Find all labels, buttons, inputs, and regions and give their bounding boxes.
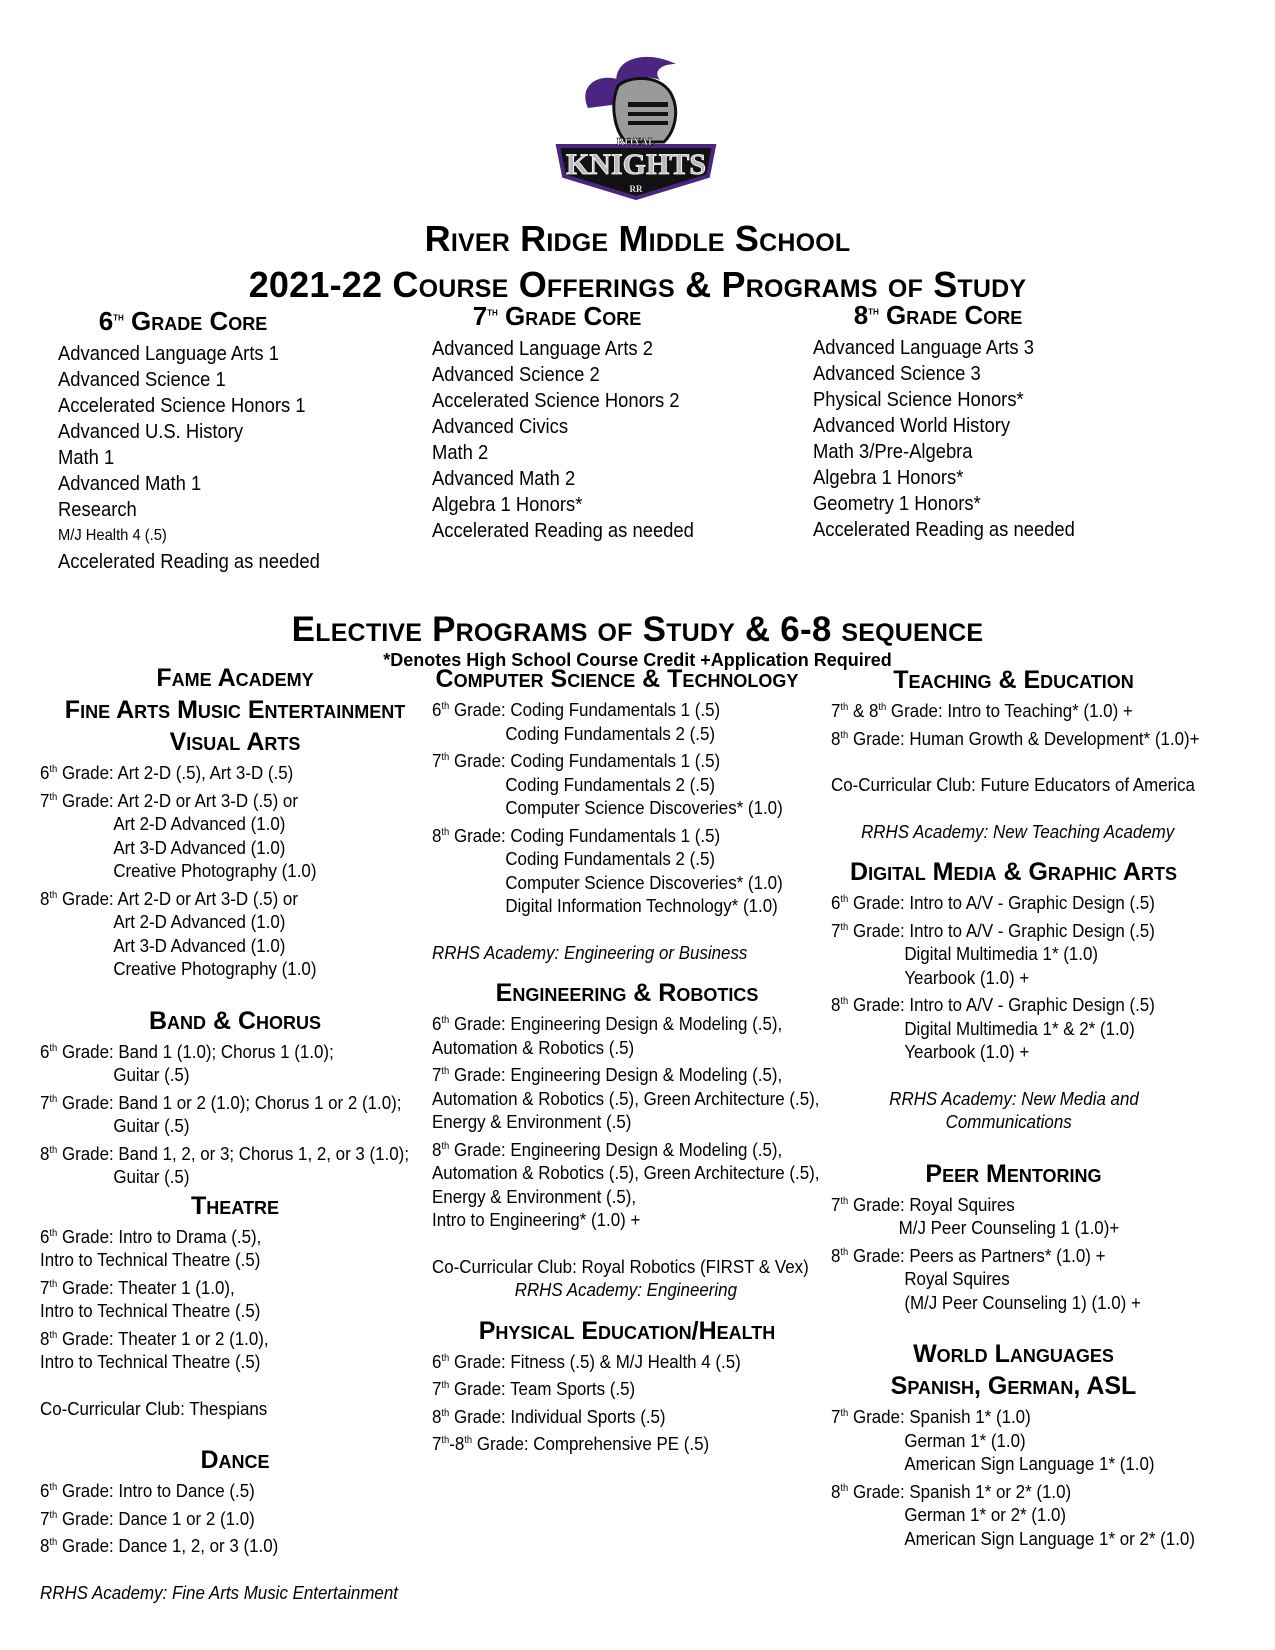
list-item: Digital Multimedia 1* & 2* (1.0) [904,1018,1135,1039]
core-course: Advanced Science 3 [813,363,981,385]
list-item: 8th Grade: Spanish 1* or 2* (1.0) [831,1481,1072,1502]
digital-media-heading: Digital Media & Graphic Arts [850,858,1177,886]
core-course: Advanced Math 1 [58,473,202,495]
list-item: 8th Grade: Engineering Design & Modeling (.5), [432,1139,783,1160]
core-course: Advanced World History [813,415,1011,437]
core-course: Math 3/Pre-Algebra [813,441,973,463]
academy-line: RRHS Academy: New Teaching Academy [861,821,1175,842]
academy-line: Communications [945,1112,1072,1132]
list-item: Coding Fundamentals 2 (.5) [505,723,716,744]
list-item: 8th Grade: Individual Sports (.5) [432,1406,666,1427]
list-item: American Sign Language 1* (1.0) [904,1454,1155,1474]
fame-subheading: Fine Arts Music Entertainment [64,696,406,724]
list-item: German 1* (1.0) [904,1430,1026,1451]
languages-subheading: Spanish, German, ASL [890,1372,1137,1400]
theatre-heading: Theatre [191,1191,279,1220]
academy-line: RRHS Academy: Fine Arts Music Entertainment [40,1582,398,1603]
list-item: German 1* or 2* (1.0) [904,1505,1067,1525]
middle-column [432,663,832,1457]
core-course: Advanced U.S. History [58,421,244,443]
list-item: Digital Information Technology* (1.0) [505,896,778,916]
core-course: Advanced Language Arts 2 [432,338,653,360]
list-item: Computer Science Discoveries* (1.0) [505,872,783,893]
list-item: Creative Photography (1.0) [113,861,317,881]
core-heading-7: 7th Grade Core [472,301,642,331]
world-languages-heading: World Languages [913,1340,1114,1368]
core-course: Advanced Language Arts 1 [58,343,279,365]
list-item: Intro to Technical Theatre (.5) [40,1301,261,1321]
visual-arts-heading: Visual Arts [169,728,301,756]
list-item: Art 2-D Advanced (1.0) [113,814,286,834]
list-item: 8th Grade: Theater 1 or 2 (1.0), [40,1328,269,1349]
list-item: 7th Grade: Art 2-D or Art 3-D (.5) or [40,790,298,811]
core-course: Accelerated Reading as needed [58,551,320,573]
list-item: 8th Grade: Human Growth & Development* (1.0)+ [831,728,1200,749]
core-course: Physical Science Honors* [813,389,1024,411]
list-item: 8th Grade: Dance 1, 2, or 3 (1.0) [40,1536,279,1556]
list-item: Art 3-D Advanced (1.0) [113,837,286,858]
core-course: Math 2 [432,442,489,464]
academy-line: RRHS Academy: Engineering [514,1280,737,1300]
list-item: Energy & Environment (.5) [432,1112,632,1132]
list-item: Computer Science Discoveries* (1.0) [505,798,783,818]
royal-knights-logo [548,50,724,200]
list-item: Creative Photography (1.0) [113,959,317,979]
core-course: Accelerated Reading as needed [432,520,694,542]
list-item: 7th Grade: Team Sports (.5) [432,1379,636,1399]
list-item: 6th Grade: Coding Fundamentals 1 (.5) [432,700,721,720]
club-line: Co-Curricular Club: Future Educators of America [831,775,1195,795]
list-item: 8th Grade: Art 2-D or Art 3-D (.5) or [40,888,298,909]
list-item: M/J Peer Counseling 1 (1.0)+ [898,1218,1120,1238]
core-column-8 [813,300,1143,543]
list-item: 8th Grade: Intro to A/V - Graphic Design (.5) [831,995,1155,1015]
list-item: 6th Grade: Engineering Design & Modeling (.5), [432,1014,783,1034]
core-course: Advanced Civics [432,416,569,438]
cs-heading: Computer Science & Technology [435,665,799,693]
list-item: Yearbook (1.0) + [904,967,1030,988]
credit-note: *Denotes High School Course Credit +Application Required [383,650,892,670]
core-course: Advanced Science 1 [58,369,226,391]
fame-heading: Fame Academy [156,664,314,692]
list-item: 7th Grade: Intro to A/V - Graphic Design (.5) [831,920,1155,941]
core-course: Algebra 1 Honors* [813,467,964,489]
core-heading-6: 6th Grade Core [98,306,268,336]
right-column [831,664,1211,1551]
list-item: 7th Grade: Coding Fundamentals 1 (.5) [432,751,721,771]
list-item: Coding Fundamentals 2 (.5) [505,774,716,795]
list-item: Coding Fundamentals 2 (.5) [505,849,716,869]
core-course: Advanced Math 2 [432,468,576,490]
list-item: Intro to Technical Theatre (.5) [40,1352,261,1372]
list-item: Art 3-D Advanced (1.0) [113,935,286,956]
list-item: 7th Grade: Engineering Design & Modeling (.5), [432,1065,783,1085]
core-course: Math 1 [58,447,115,469]
list-item: Guitar (.5) [113,1116,190,1136]
core-course: Advanced Science 2 [432,364,600,386]
list-item: 7th Grade: Spanish 1* (1.0) [831,1407,1031,1427]
list-item: 6th Grade: Intro to A/V - Graphic Design (.5) [831,893,1155,913]
logo-monogram: RR [629,184,643,194]
list-item: (M/J Peer Counseling 1) (1.0) + [904,1292,1141,1313]
engineering-heading: Engineering & Robotics [495,979,759,1007]
core-course: Geometry 1 Honors* [813,493,981,515]
pe-heading: Physical Education/Health [478,1316,776,1345]
core-column-7 [432,301,762,544]
list-item: 8th Grade: Peers as Partners* (1.0) + [831,1245,1106,1266]
club-line: Co-Curricular Club: Royal Robotics (FIRST & Vex) [432,1256,809,1277]
list-item: Guitar (.5) [113,1167,190,1187]
list-item: 6th Grade: Fitness (.5) & M/J Health 4 (.5) [432,1351,741,1372]
list-item: 6th Grade: Art 2-D (.5), Art 3-D (.5) [40,763,294,783]
list-item: 6th Grade: Intro to Dance (.5) [40,1481,255,1501]
list-item: 7th Grade: Theater 1 (1.0), [40,1277,235,1298]
dance-heading: Dance [200,1446,270,1474]
elective-title: Elective Programs of Study & 6-8 sequence [291,610,984,649]
list-item: Yearbook (1.0) + [904,1042,1030,1062]
list-item: Digital Multimedia 1* (1.0) [904,944,1099,964]
list-item: Guitar (.5) [113,1065,190,1085]
list-item: 6th Grade: Band 1 (1.0); Chorus 1 (1.0); [40,1041,334,1062]
core-course: Accelerated Science Honors 1 [58,395,306,417]
list-item: Royal Squires [904,1269,1010,1289]
list-item: 7th Grade: Dance 1 or 2 (1.0) [40,1508,255,1529]
core-course: Algebra 1 Honors* [432,494,583,516]
academy-line: RRHS Academy: New Media and [889,1088,1139,1109]
logo-royal-text: ROYAL [616,136,656,148]
list-item: 6th Grade: Intro to Drama (.5), [40,1226,262,1247]
list-item: Energy & Environment (.5), [432,1186,637,1207]
school-title: River Ridge Middle School [424,218,851,259]
list-item: 7th-8th Grade: Comprehensive PE (.5) [432,1434,710,1454]
list-item: Intro to Technical Theatre (.5) [40,1250,261,1270]
page-subtitle: 2021-22 Course Offerings & Programs of Study [248,264,1027,305]
list-item: Automation & Robotics (.5) [432,1037,635,1058]
list-item: American Sign Language 1* or 2* (1.0) [904,1528,1195,1549]
list-item: Automation & Robotics (.5), Green Architecture (.5), [432,1088,820,1109]
teaching-heading: Teaching & Education [893,666,1134,694]
core-course: Accelerated Science Honors 2 [432,390,680,412]
peer-mentoring-heading: Peer Mentoring [925,1159,1102,1188]
core-course: Advanced Language Arts 3 [813,337,1034,359]
core-column-6 [58,306,388,575]
core-course: M/J Health 4 (.5) [58,527,167,544]
left-column [40,662,430,1605]
core-heading-8: 8th Grade Core [853,300,1023,330]
core-course: Research [58,499,137,521]
list-item: Art 2-D Advanced (1.0) [113,912,286,932]
list-item: 7th & 8th Grade: Intro to Teaching* (1.0) + [831,701,1133,721]
list-item: 7th Grade: Band 1 or 2 (1.0); Chorus 1 or 2 (1.0); [40,1092,402,1113]
club-line: Co-Curricular Club: Thespians [40,1398,268,1419]
list-item: 8th Grade: Coding Fundamentals 1 (.5) [432,825,721,846]
core-course: Accelerated Reading as needed [813,519,1075,541]
academy-line: RRHS Academy: Engineering or Business [432,942,748,963]
list-item: Automation & Robotics (.5), Green Architecture (.5), [432,1163,820,1183]
band-chorus-heading: Band & Chorus [148,1006,322,1035]
list-item: Intro to Engineering* (1.0) + [432,1210,641,1230]
list-item: 7th Grade: Royal Squires [831,1194,1015,1215]
list-item: 8th Grade: Band 1, 2, or 3; Chorus 1, 2, or 3 (1.0); [40,1143,410,1164]
logo-knights-text: KNIGHTS [565,148,707,181]
